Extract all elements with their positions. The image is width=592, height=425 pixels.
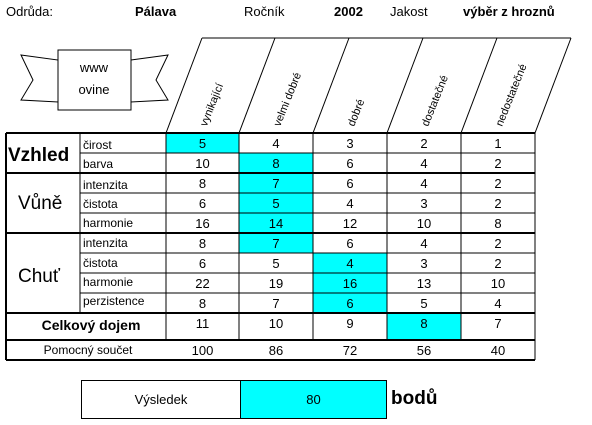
category-vune: Vůně [18,193,63,214]
score-cell[interactable]: 4 [346,256,354,271]
score-cell[interactable]: 10 [195,156,210,171]
overall-label: Celkový dojem [41,317,141,333]
score-cell[interactable]: 7 [272,236,280,251]
score-cell[interactable]: 7 [494,316,502,331]
score-cell[interactable]: 6 [346,296,354,311]
column-header: vynikající [198,81,227,129]
subtotal-label: Pomocný součet [43,343,133,357]
subtotal-cell: 72 [342,343,358,358]
vintage-value: 2002 [334,4,363,19]
variety-label: Odrůda: [6,4,53,19]
row-label: harmonie [83,275,134,289]
score-cell[interactable]: 2 [494,156,502,171]
score-cell[interactable]: 3 [420,256,428,271]
subtotal-cell: 100 [191,343,214,358]
score-cell[interactable]: 4 [420,156,428,171]
subtotal-cell: 56 [416,343,432,358]
score-cell[interactable]: 2 [494,176,502,191]
score-cell[interactable]: 1 [494,136,502,151]
score-cell[interactable]: 4 [346,196,354,211]
column-header: nedostatečné [493,62,530,129]
score-cell[interactable]: 6 [198,256,207,271]
row-label: intenzita [83,236,128,250]
score-cell[interactable]: 4 [420,236,428,251]
result-box [81,380,387,419]
category-chut: Chuť [18,266,60,287]
vintage-label: Ročník [244,4,285,19]
score-cell[interactable]: 6 [198,196,207,211]
score-cell[interactable]: 7 [272,176,280,191]
quality-value: výběr z hroznů [463,4,555,19]
score-cell[interactable]: 8 [494,216,502,231]
score-cell[interactable]: 10 [416,216,432,231]
score-cell[interactable]: 5 [420,296,428,311]
row-label: čistota [83,256,118,270]
score-cell[interactable]: 2 [420,136,428,151]
score-cell[interactable]: 4 [420,176,428,191]
score-cell[interactable]: 8 [272,156,280,171]
score-cell[interactable]: 16 [342,276,358,291]
score-cell[interactable]: 10 [268,316,284,331]
points-unit: bodů [391,388,438,409]
row-label: intenzita [83,178,128,192]
column-header: velmi dobré [271,70,305,129]
column-header: dobré [345,97,368,129]
score-cell[interactable]: 6 [346,236,354,251]
result-label: Výsledek [82,381,241,418]
score-cell[interactable]: 8 [198,176,207,191]
score-cell[interactable]: 2 [494,236,502,251]
score-cell[interactable]: 6 [346,176,354,191]
score-cell[interactable]: 8 [420,316,428,331]
score-cell[interactable]: 3 [346,136,354,151]
score-cell[interactable]: 4 [494,296,502,311]
score-cell[interactable]: 13 [416,276,432,291]
score-cell[interactable]: 5 [272,256,280,271]
subtotal-cell: 86 [268,343,284,358]
column-header: dostatečné [419,73,451,129]
score-cell[interactable]: 16 [195,216,210,231]
quality-label: Jakost [390,4,428,19]
row-label: čistota [83,197,118,211]
score-cell[interactable]: 10 [490,276,506,291]
score-cell[interactable]: 8 [198,236,207,251]
score-cell[interactable]: 9 [346,316,354,331]
result-value: 80 [241,381,386,418]
score-cell[interactable]: 8 [198,296,207,311]
score-cell[interactable]: 3 [420,196,428,211]
score-cell[interactable]: 22 [195,276,210,291]
score-cell[interactable]: 19 [268,276,284,291]
logo-line1: www [79,60,109,75]
row-label: barva [83,157,114,171]
score-cell[interactable]: 2 [494,256,502,271]
row-label: čirost [83,138,112,152]
category-vzhled: Vzhled [8,145,70,166]
score-cell[interactable]: 5 [272,196,280,211]
logo-line2: ovine [78,82,110,97]
row-label: harmonie [83,216,134,230]
score-cell[interactable]: 12 [342,216,358,231]
score-cell[interactable]: 2 [494,196,502,211]
score-cell[interactable]: 5 [198,136,207,151]
score-cell[interactable]: 7 [272,296,280,311]
row-label: perzistence [83,294,145,308]
score-cell[interactable]: 14 [268,216,284,231]
subtotal-cell: 40 [490,343,506,358]
score-cell[interactable]: 6 [346,156,354,171]
variety-value: Pálava [135,4,177,19]
score-cell[interactable]: 4 [272,136,280,151]
score-cell[interactable]: 11 [195,316,210,331]
